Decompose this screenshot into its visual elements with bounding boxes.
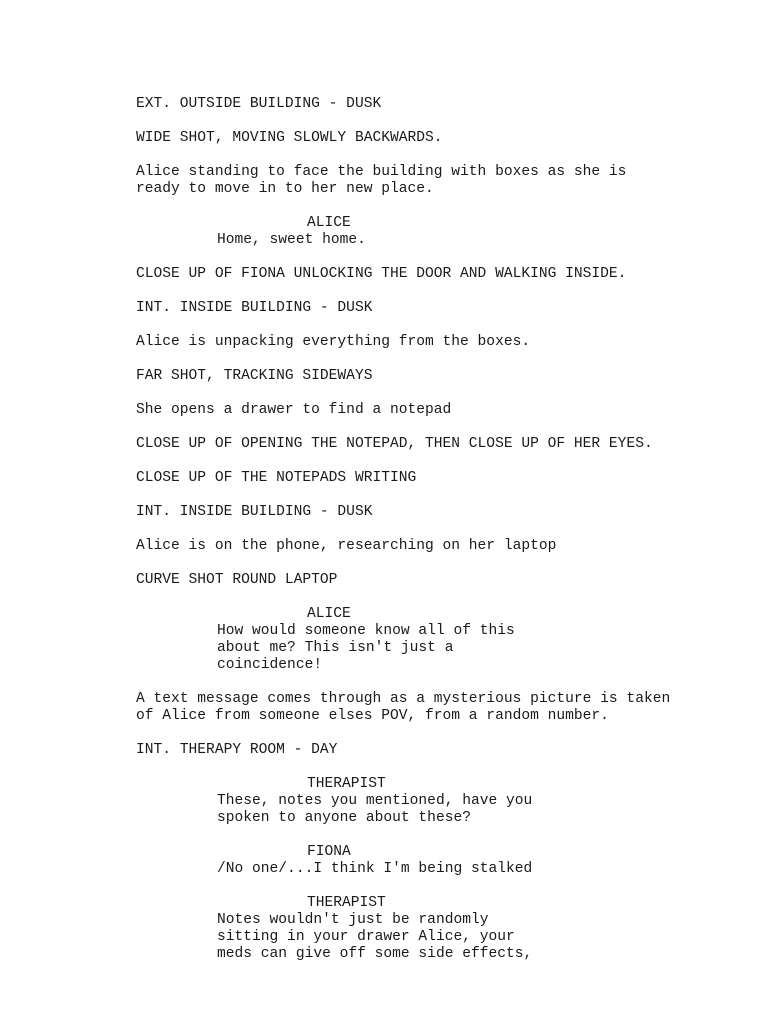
screenplay-action: She opens a drawer to find a notepad: [136, 402, 452, 418]
screenplay-heading: INT. INSIDE BUILDING - DUSK: [136, 504, 373, 520]
screenplay-action: WIDE SHOT, MOVING SLOWLY BACKWARDS.: [136, 130, 443, 146]
screenplay-dialogue: Home, sweet home.: [217, 232, 366, 248]
screenplay-action: A text message comes through as a mysterious picture is taken of Alice from someone elses POV, from a random number.: [136, 691, 671, 724]
screenplay-dialogue: These, notes you mentioned, have you spoken to anyone about these?: [217, 793, 533, 826]
screenplay-heading: INT. INSIDE BUILDING - DUSK: [136, 300, 373, 316]
screenplay-character: ALICE: [307, 606, 351, 622]
screenplay-action: CLOSE UP OF FIONA UNLOCKING THE DOOR AND WALKING INSIDE.: [136, 266, 627, 282]
screenplay-heading: INT. THERAPY ROOM - DAY: [136, 742, 338, 758]
screenplay-action: CLOSE UP OF OPENING THE NOTEPAD, THEN CLOSE UP OF HER EYES.: [136, 436, 653, 452]
screenplay-character: FIONA: [307, 844, 351, 860]
screenplay-character: THERAPIST: [307, 895, 386, 911]
screenplay-action: CLOSE UP OF THE NOTEPADS WRITING: [136, 470, 417, 486]
screenplay-action: Alice standing to face the building with boxes as she is ready to move in to her new place.: [136, 164, 627, 197]
screenplay-action: Alice is on the phone, researching on her laptop: [136, 538, 557, 554]
screenplay-action: FAR SHOT, TRACKING SIDEWAYS: [136, 368, 373, 384]
screenplay-character: ALICE: [307, 215, 351, 231]
screenplay-character: THERAPIST: [307, 776, 386, 792]
screenplay-dialogue: /No one/...I think I'm being stalked: [217, 861, 533, 877]
screenplay-action: CURVE SHOT ROUND LAPTOP: [136, 572, 338, 588]
screenplay-page: [0, 96, 768, 963]
screenplay-heading: EXT. OUTSIDE BUILDING - DUSK: [136, 96, 382, 112]
screenplay-action: Alice is unpacking everything from the boxes.: [136, 334, 531, 350]
screenplay-dialogue: How would someone know all of this about me? This isn't just a coincidence!: [217, 623, 515, 673]
screenplay-dialogue: Notes wouldn't just be randomly sitting in your drawer Alice, your meds can give off some side effects,: [217, 912, 533, 962]
